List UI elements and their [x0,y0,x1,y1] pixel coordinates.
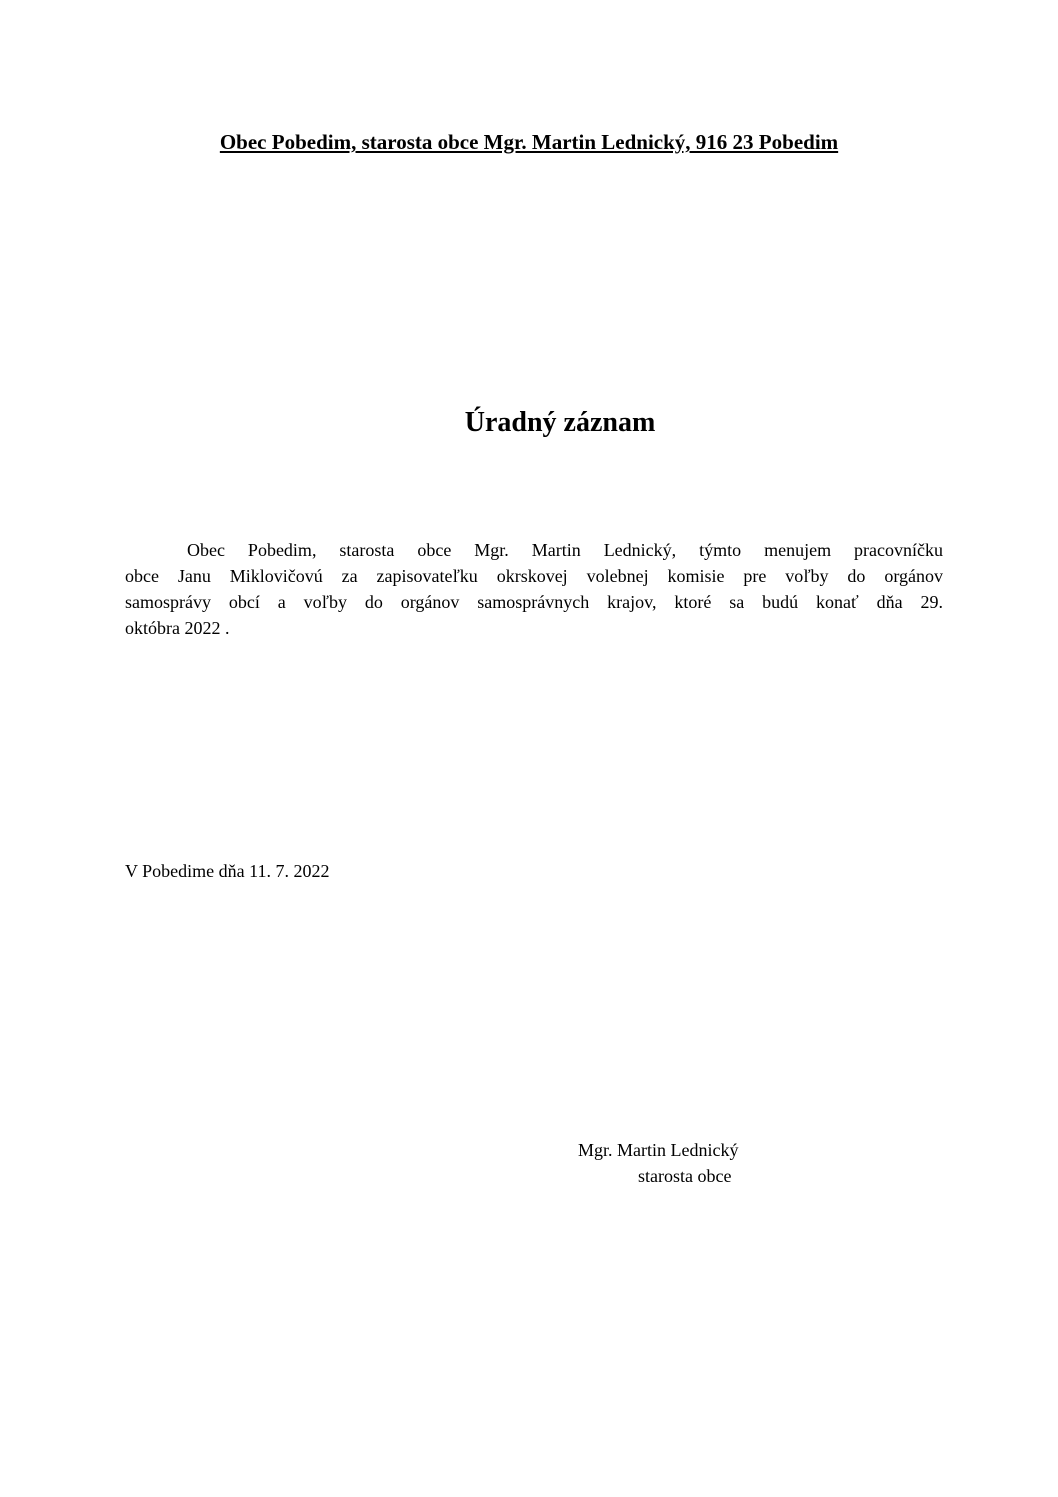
document-title: Úradný záznam [464,407,656,438]
signatory-name: Mgr. Martin Lednický [578,1140,739,1160]
letterhead: Obec Pobedim, starosta obce Mgr. Martin Lednický, 916 23 Pobedim [219,130,839,154]
signature-block [578,1137,738,1189]
signatory-role: starosta obce [638,1166,732,1186]
body-line: obce Janu Miklovičovú za zapisovateľku okrskovej volebnej komisie pre voľby do orgánov [125,566,943,586]
body-paragraph [125,537,943,641]
body-line: Obec Pobedim, starosta obce Mgr. Martin Lednický, týmto menujem pracovníčku [187,540,943,560]
body-line: samosprávy obcí a voľby do orgánov samosprávnych krajov, ktoré sa budú konať dňa 29. [125,592,943,612]
place-and-date: V Pobedime dňa 11. 7. 2022 [125,861,330,881]
body-line: októbra 2022 . [125,618,230,638]
